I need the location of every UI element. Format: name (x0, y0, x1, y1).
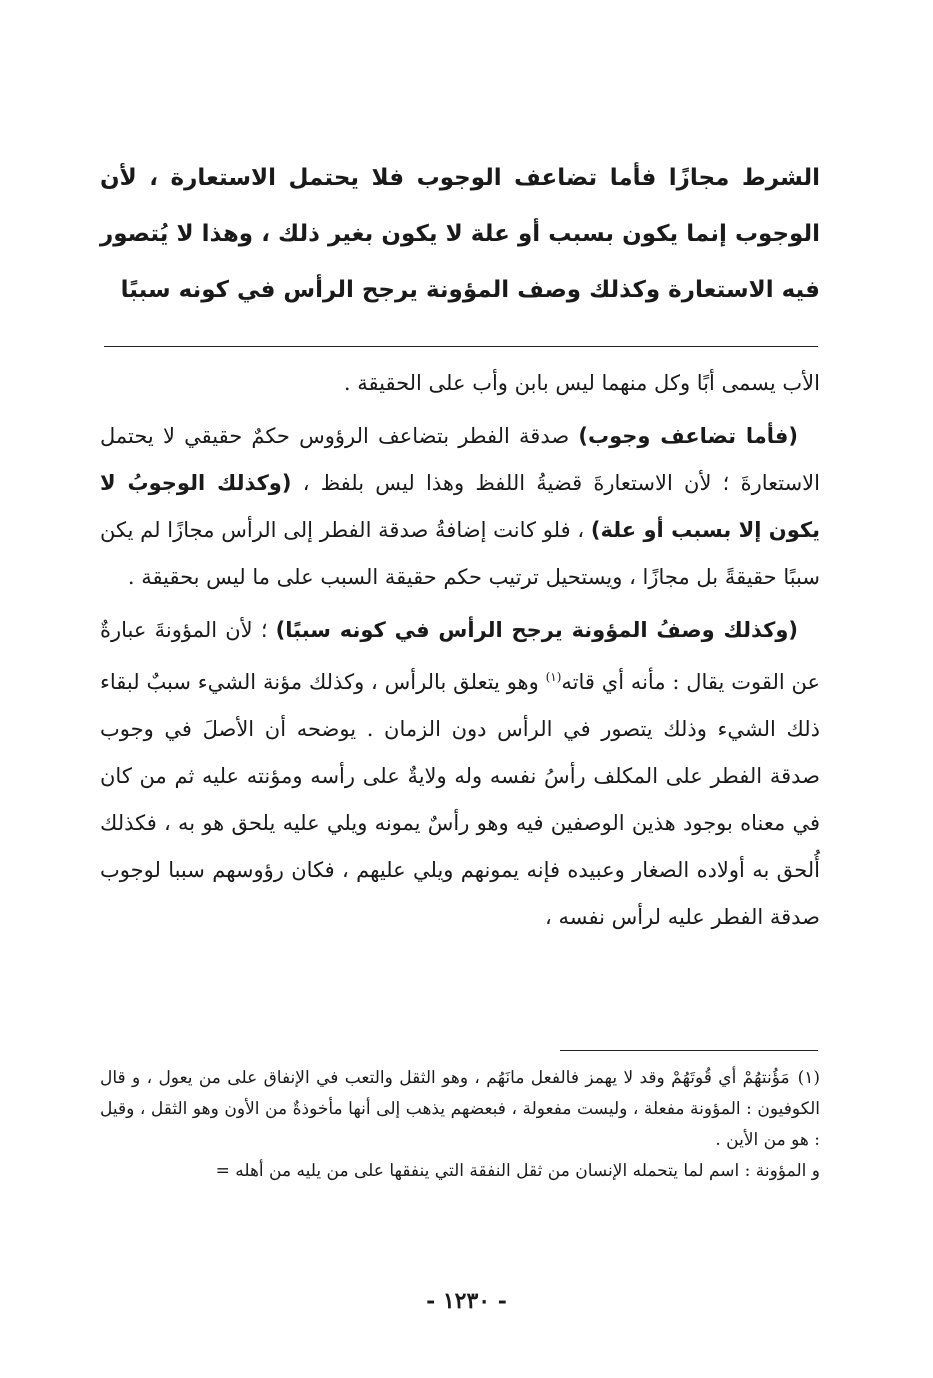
footnote-number: (١) (797, 1068, 820, 1088)
commentary-paragraph-1: الأب يسمى أبًا وكل منهما ليس بابن وأب على الحقيقة . (343, 371, 820, 395)
main-text-block (100, 150, 820, 318)
quoted-phrase: (وكذلك وصفُ المؤونة يرجح الرأس في كونه سببًا) (275, 618, 798, 642)
commentary-paragraph-2 (100, 413, 820, 601)
commentary-text: ، فلو كانت إضافةُ صدقة الفطر إلى الرأس مجازًا لم يكن سببًا حقيقةً بل مجازًا ، ويستحيل ترتيب حكم حقيقة السبب على ما ليس بحقيقة . (100, 518, 820, 589)
main-text-paragraph: الشرط مجازًا فأما تضاعف الوجوب فلا يحتمل الاستعارة ، لأن الوجوب إنما يكون بسبب أو علة لا يكون بغير ذلك ، وهذا لا يُتصور فيه الاستعارة وكذلك وصف المؤونة يرجح الرأس في كونه سببًا (100, 165, 820, 303)
page-number: - ١٢٣٠ - (426, 1288, 507, 1314)
commentary-text: ؛ لأن المؤونةَ عبارةٌ عن القوت يقال : مأنه أي قاته (100, 618, 820, 694)
footnote-1-continuation: و المؤونة : اسم لما يتحمله الإنسان من ثقل النفقة التي ينفقها على من يليه من أهله = (215, 1161, 820, 1181)
footnote-1 (100, 1063, 820, 1156)
commentary-text: وهو يتعلق بالرأس ، وكذلك مؤنة الشيء سببٌ لبقاء ذلك الشيء وذلك يتصور في الرأس دون الزمان . يوضحه أن الأصلَ في وجوب صدقة الفطر على المكلف رأسُ نفسه وله ولايةٌ على رأسه ومؤنته عليه ثم من كان في معناه بوجود هذين الوصفين فيه وهو رأسٌ يمونه ويلي عليه يلحق هو به ، فكذلك أُلحق به أولاده الصغار وعبيده فإنه يمونهم ويلي عليهم ، فكان رؤوسهم سببا لوجوب صدقة الفطر عليه لرأس نفسه ، (100, 670, 820, 929)
quoted-phrase: (وكذلك الوجوبُ لا يكون إلا بسبب أو علة) (100, 471, 820, 542)
commentary-paragraph-3 (100, 607, 820, 941)
footnotes-block (100, 1063, 820, 1187)
footnote-separator (560, 1050, 818, 1051)
commentary-text: صدقة الفطر بتضاعف الرؤوس حكمٌ حقيقي لا يحتمل الاستعارةَ ؛ لأن الاستعارةَ قضيةُ اللفظ وهذا ليس بلفظ ، (100, 424, 820, 495)
footnote-reference[interactable]: (١) (545, 670, 562, 684)
quoted-phrase: (فأما تضاعف وجوب) (578, 424, 798, 448)
commentary-block (100, 360, 820, 941)
footnote-text: مَؤُنتهُمْ أي قُوتَهُمْ وقد لا يهمز فالفعل مانَهُم ، وهو الثقل والتعب في الإنفاق على من يعول ، و قال الكوفيون : المؤونة مفعلة ، وليست مفعولة ، فبعضهم يذهب إلى أنها مأخوذةٌ من الأون وهو الثقل ، وقيل : هو من الأين . (100, 1068, 820, 1150)
separator-rule (104, 346, 818, 347)
